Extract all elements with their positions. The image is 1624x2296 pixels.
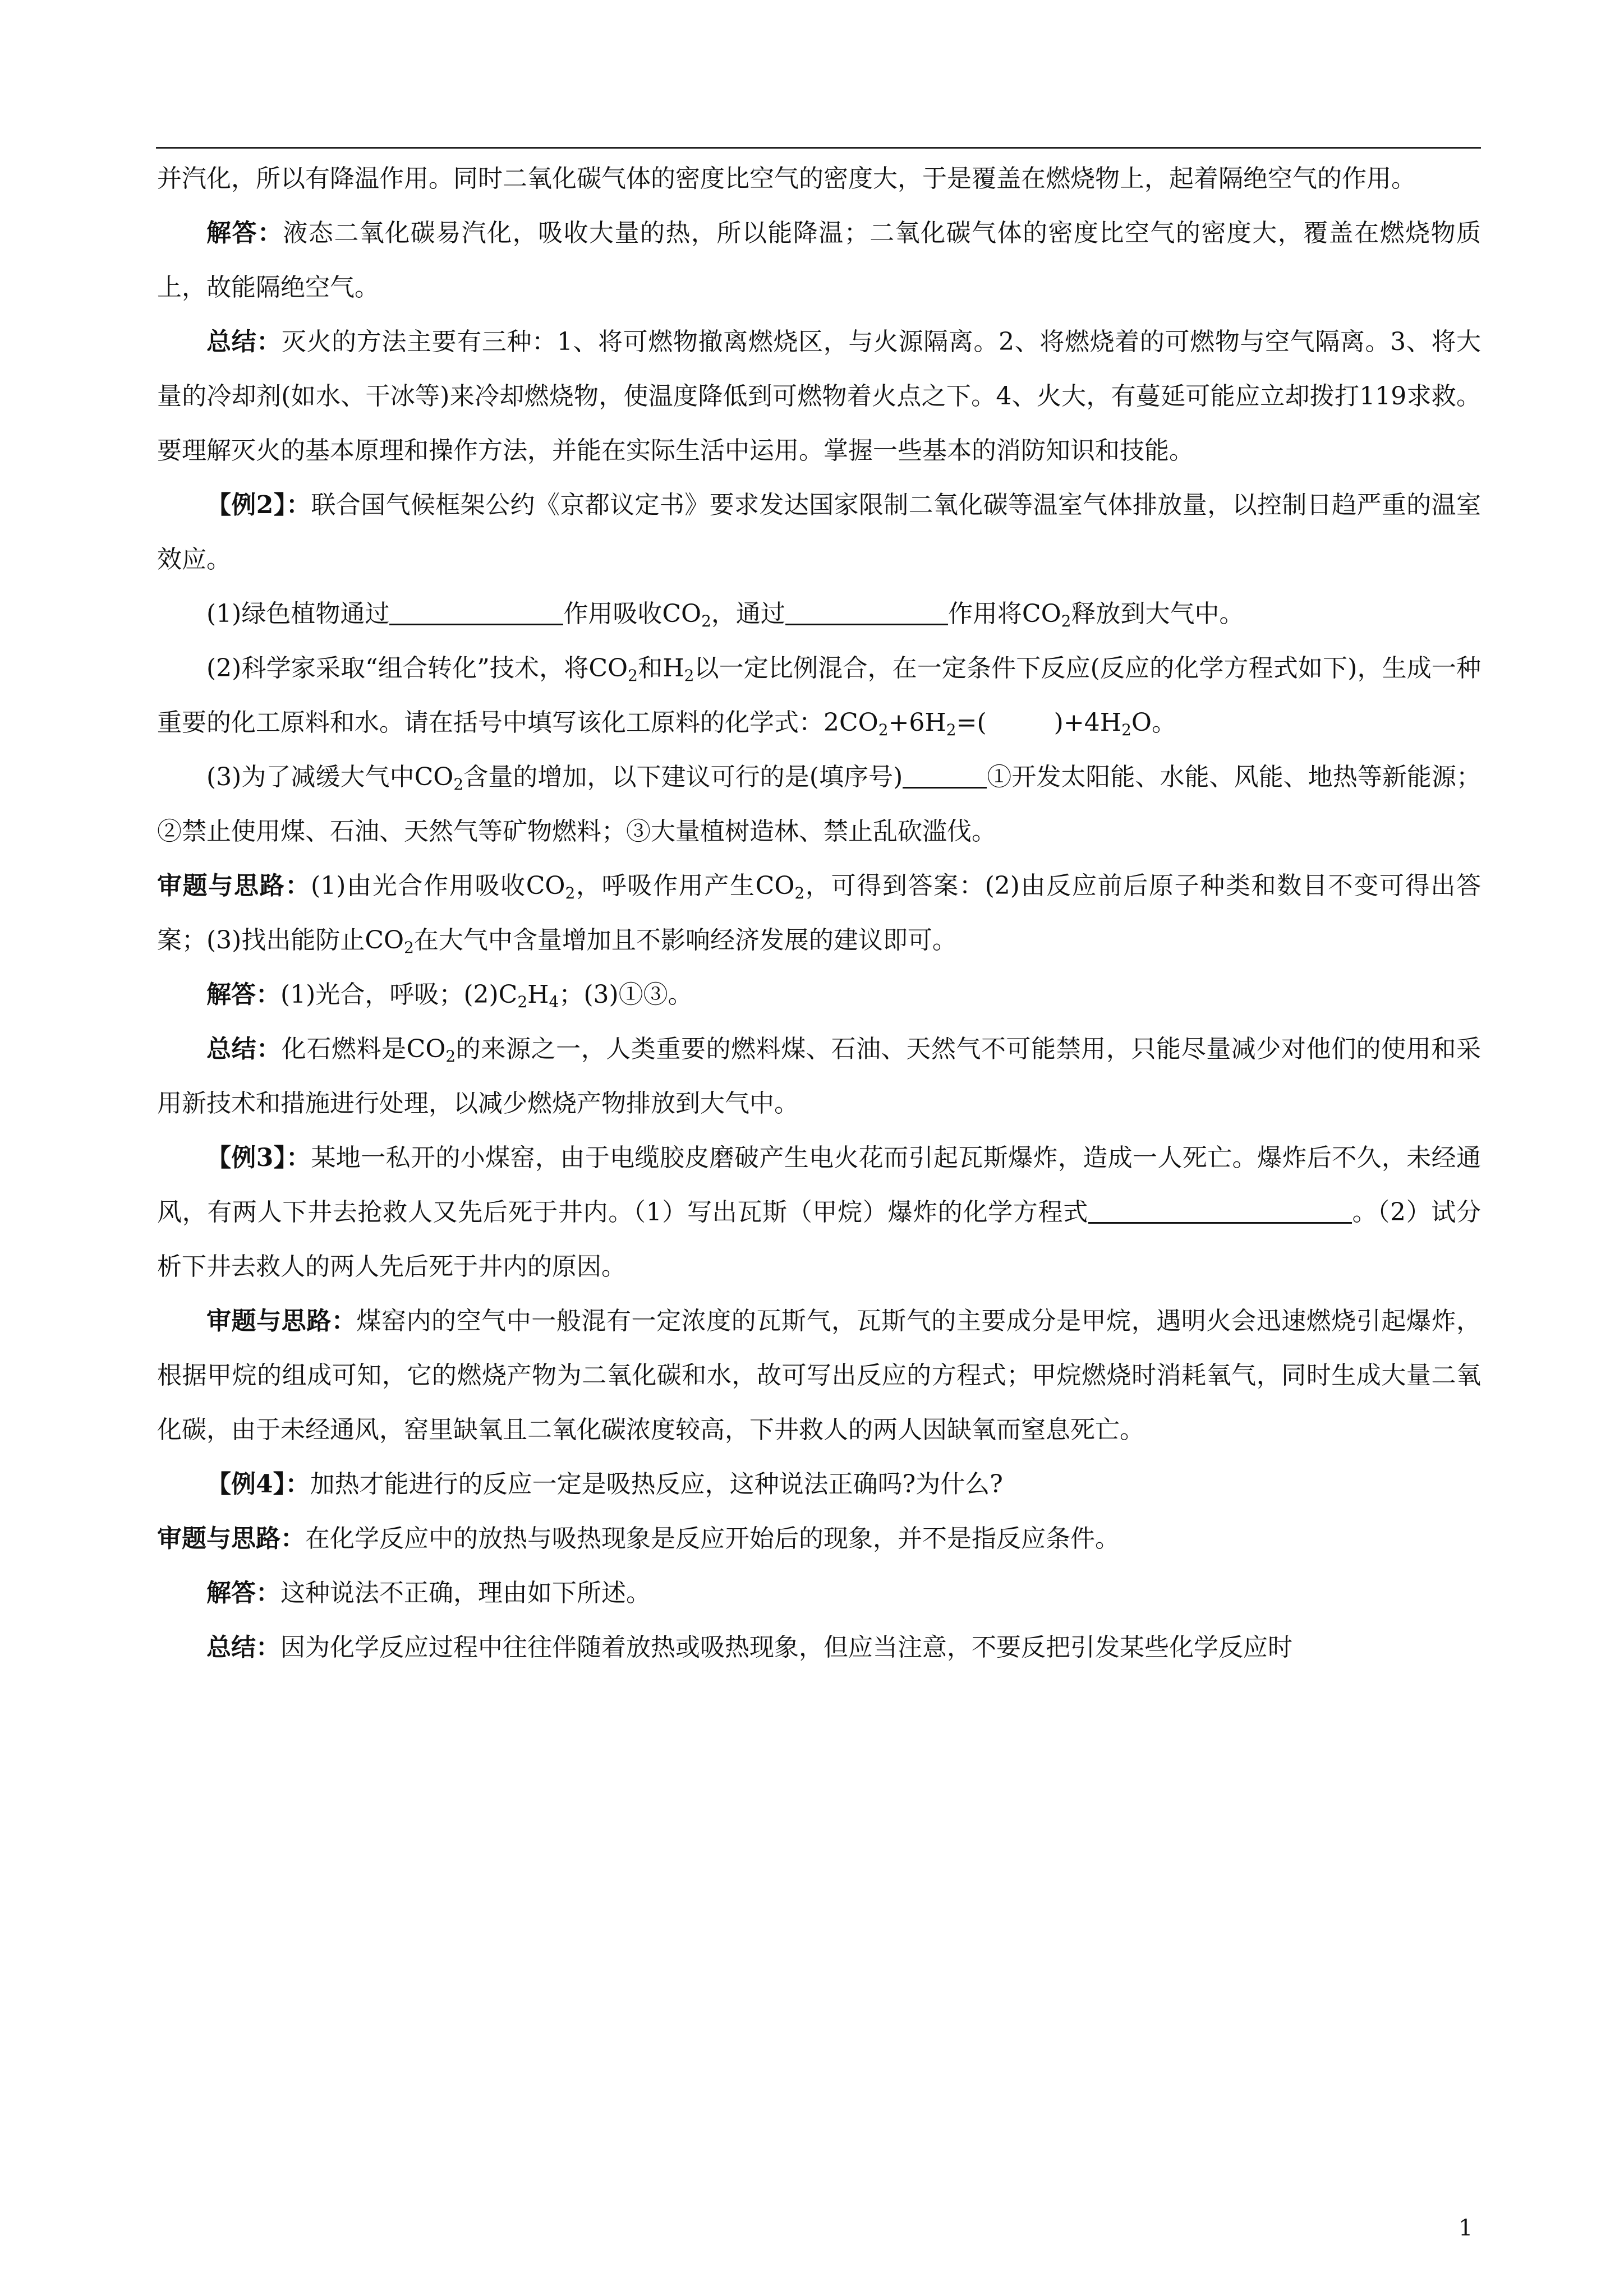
q1-text-e: 释放到大气中。 [1071, 600, 1244, 628]
subscript: 2 [1061, 612, 1071, 630]
q1-text-c: ，通过 [711, 600, 785, 628]
subscript: 2 [701, 612, 711, 630]
example-2-answer [157, 967, 1481, 1022]
analysis-text-d: 在大气中含量增加且不影响经济发展的建议即可。 [413, 926, 957, 955]
example-3-text-a: 某地一私开的小煤窑，由于电缆胶皮磨破产生电火花而引起瓦斯爆炸，造成一人死亡。爆炸后不久，未经通风，有两人下井去抢救人又先后死于井内。（1）写出瓦斯（甲烷）爆炸的化学方程式 [157, 1144, 1481, 1227]
q3-text-b: 含量的增加，以下建议可行的是(填序号) [463, 763, 903, 791]
subscript: 2 [628, 666, 638, 685]
subscript: 2 [946, 721, 956, 739]
subscript: 2 [517, 993, 528, 1011]
q1-text-d: 作用将CO [947, 600, 1061, 628]
subscript: 2 [404, 938, 414, 957]
paragraph-3 [157, 315, 1481, 478]
summary-text-b: 的来源之一，人类重要的燃料煤、石油、天然气不可能禁用，只能尽量减少对他们的使用和采用新技术和措施进行处理，以减少燃烧产物排放到大气中。 [157, 1035, 1481, 1118]
q1-text-a: (1)绿色植物通过 [206, 600, 390, 628]
subscript: 2 [1121, 721, 1131, 739]
q3-text-a: (3)为了减缓大气中CO [206, 763, 454, 791]
q2-text-b: 和H [637, 654, 684, 683]
answer-label: 解答： [206, 219, 283, 247]
answer-text-b: H [527, 980, 549, 1009]
summary-label: 总结： [206, 1035, 282, 1063]
subscript: 2 [878, 721, 889, 739]
q1-text-b: 作用吸收CO [563, 600, 702, 628]
subscript: 4 [549, 993, 559, 1011]
answer-blank-1 [389, 599, 563, 625]
example-2-text: 联合国气候框架公约《京都议定书》要求发达国家限制二氧化碳等温室气体排放量，以控制日趋严重的温室效应。 [157, 491, 1481, 574]
analysis-label: 审题与思路： [157, 872, 311, 900]
q2-text-f: )+4H [1053, 708, 1122, 737]
q2-text-c: 以一定比例混合，在一定条件下反应(反应的化学方程式如下)，生成一种重要的化工原料和水。请在括号中填写该化工原料的化学式：2CO [157, 654, 1481, 737]
example-4-heading [157, 1457, 1481, 1511]
page-number: 1 [1459, 2215, 1473, 2241]
answer-text-c: ；(3)①③。 [559, 980, 693, 1009]
answer-blank-2 [785, 599, 948, 625]
analysis-text: 在化学反应中的放热与吸热现象是反应开始后的现象，并不是指反应条件。 [305, 1524, 1120, 1553]
example-2-analysis [157, 859, 1481, 967]
q2-text-g: O。 [1131, 708, 1176, 737]
subscript: 2 [684, 666, 694, 685]
q2-text-a: (2)科学家采取“组合转化”技术，将CO [206, 654, 628, 683]
analysis-text: 煤窑内的空气中一般混有一定浓度的瓦斯气，瓦斯气的主要成分是甲烷，遇明火会迅速燃烧引起爆炸，根据甲烷的组成可知，它的燃烧产物为二氧化碳和水，故可写出反应的方程式；甲烷燃烧时消耗氧气，同时生成大量二氧化碳，由于未经通风，窑里缺氧且二氧化碳浓度较高，下井救人的两人因缺氧而窒息死亡。 [157, 1307, 1482, 1444]
example-4-label: 【例4】： [206, 1470, 310, 1499]
header-rule [156, 147, 1481, 149]
summary-label: 总结： [206, 1633, 280, 1662]
q3-text-c: ①开发太阳能、水能、风能、地热等新能源；②禁止使用煤、石油、天然气等矿物燃料；③大量植树造林、禁止乱砍滥伐。 [157, 763, 1481, 846]
example-2-q3 [157, 750, 1481, 859]
example-3-label: 【例3】： [206, 1144, 311, 1172]
analysis-text-c: ，可得到答案：(2)由反应前后原子种类和数目不变可得出答案；(3)找出能防止CO [157, 872, 1481, 955]
example-2-summary [157, 1022, 1481, 1131]
analysis-text-a: (1)由光合作用吸收CO [311, 872, 565, 900]
answer-text: 这种说法不正确，理由如下所述。 [280, 1579, 651, 1607]
example-4-analysis [157, 1511, 1481, 1566]
example-2-q1 [157, 587, 1481, 641]
answer-blank-3 [903, 762, 987, 789]
summary-text: 因为化学反应过程中往往伴随着放热或吸热现象，但应当注意，不要反把引发某些化学反应时 [280, 1633, 1292, 1662]
summary-text-a: 化石燃料是CO [281, 1035, 446, 1063]
example-2-q2 [157, 641, 1481, 750]
example-4-answer [157, 1566, 1481, 1620]
subscript: 2 [794, 884, 805, 902]
example-3-heading [157, 1131, 1481, 1294]
example-2-heading [157, 478, 1481, 587]
paragraph-1 [157, 151, 1481, 206]
summary-label: 总结： [206, 328, 282, 356]
answer-text-a: (1)光合，呼吸；(2)C [280, 980, 518, 1009]
example-3-analysis [157, 1294, 1481, 1457]
analysis-label: 审题与思路： [206, 1307, 357, 1335]
example-4-text: 加热才能进行的反应一定是吸热反应，这种说法正确吗?为什么? [310, 1470, 1003, 1499]
example-3-text-b: 。（2）试分析下井去救人的两人先后死于井内的原因。 [157, 1198, 1481, 1281]
subscript: 2 [445, 1047, 456, 1066]
answer-text: 液态二氧化碳易汽化，吸收大量的热，所以能降温；二氧化碳气体的密度比空气的密度大，覆盖在燃烧物质上，故能隔绝空气。 [157, 219, 1482, 302]
summary-text: 灭火的方法主要有三种：1、将可燃物撤离燃烧区，与火源隔离。2、将燃烧着的可燃物与空气隔离。3、将大量的冷却剂(如水、干冰等)来冷却燃烧物，使温度降低到可燃物着火点之下。4、火大，有蔓延可能应立却拨打119求救。要理解灭火的基本原理和操作方法，并能在实际生活中运用。掌握一些基本的消防知识和技能。 [157, 328, 1482, 465]
analysis-label: 审题与思路： [157, 1524, 305, 1553]
answer-label: 解答： [206, 980, 280, 1009]
subscript: 2 [453, 775, 464, 794]
answer-label: 解答： [206, 1579, 280, 1607]
paragraph-1-text: 并汽化，所以有降温作用。同时二氧化碳气体的密度比空气的密度大，于是覆盖在燃烧物上，起着隔绝空气的作用。 [157, 164, 1416, 193]
subscript: 2 [565, 884, 576, 902]
answer-blank-4 [1088, 1197, 1352, 1224]
analysis-text-b: ，呼吸作用产生CO [575, 872, 795, 900]
q2-text-d: +6H [888, 708, 946, 737]
example-2-label: 【例2】： [206, 491, 311, 519]
paragraph-2 [157, 206, 1481, 315]
q2-text-e: =( [956, 708, 987, 737]
document-body [157, 151, 1481, 1675]
example-4-summary [157, 1620, 1481, 1675]
